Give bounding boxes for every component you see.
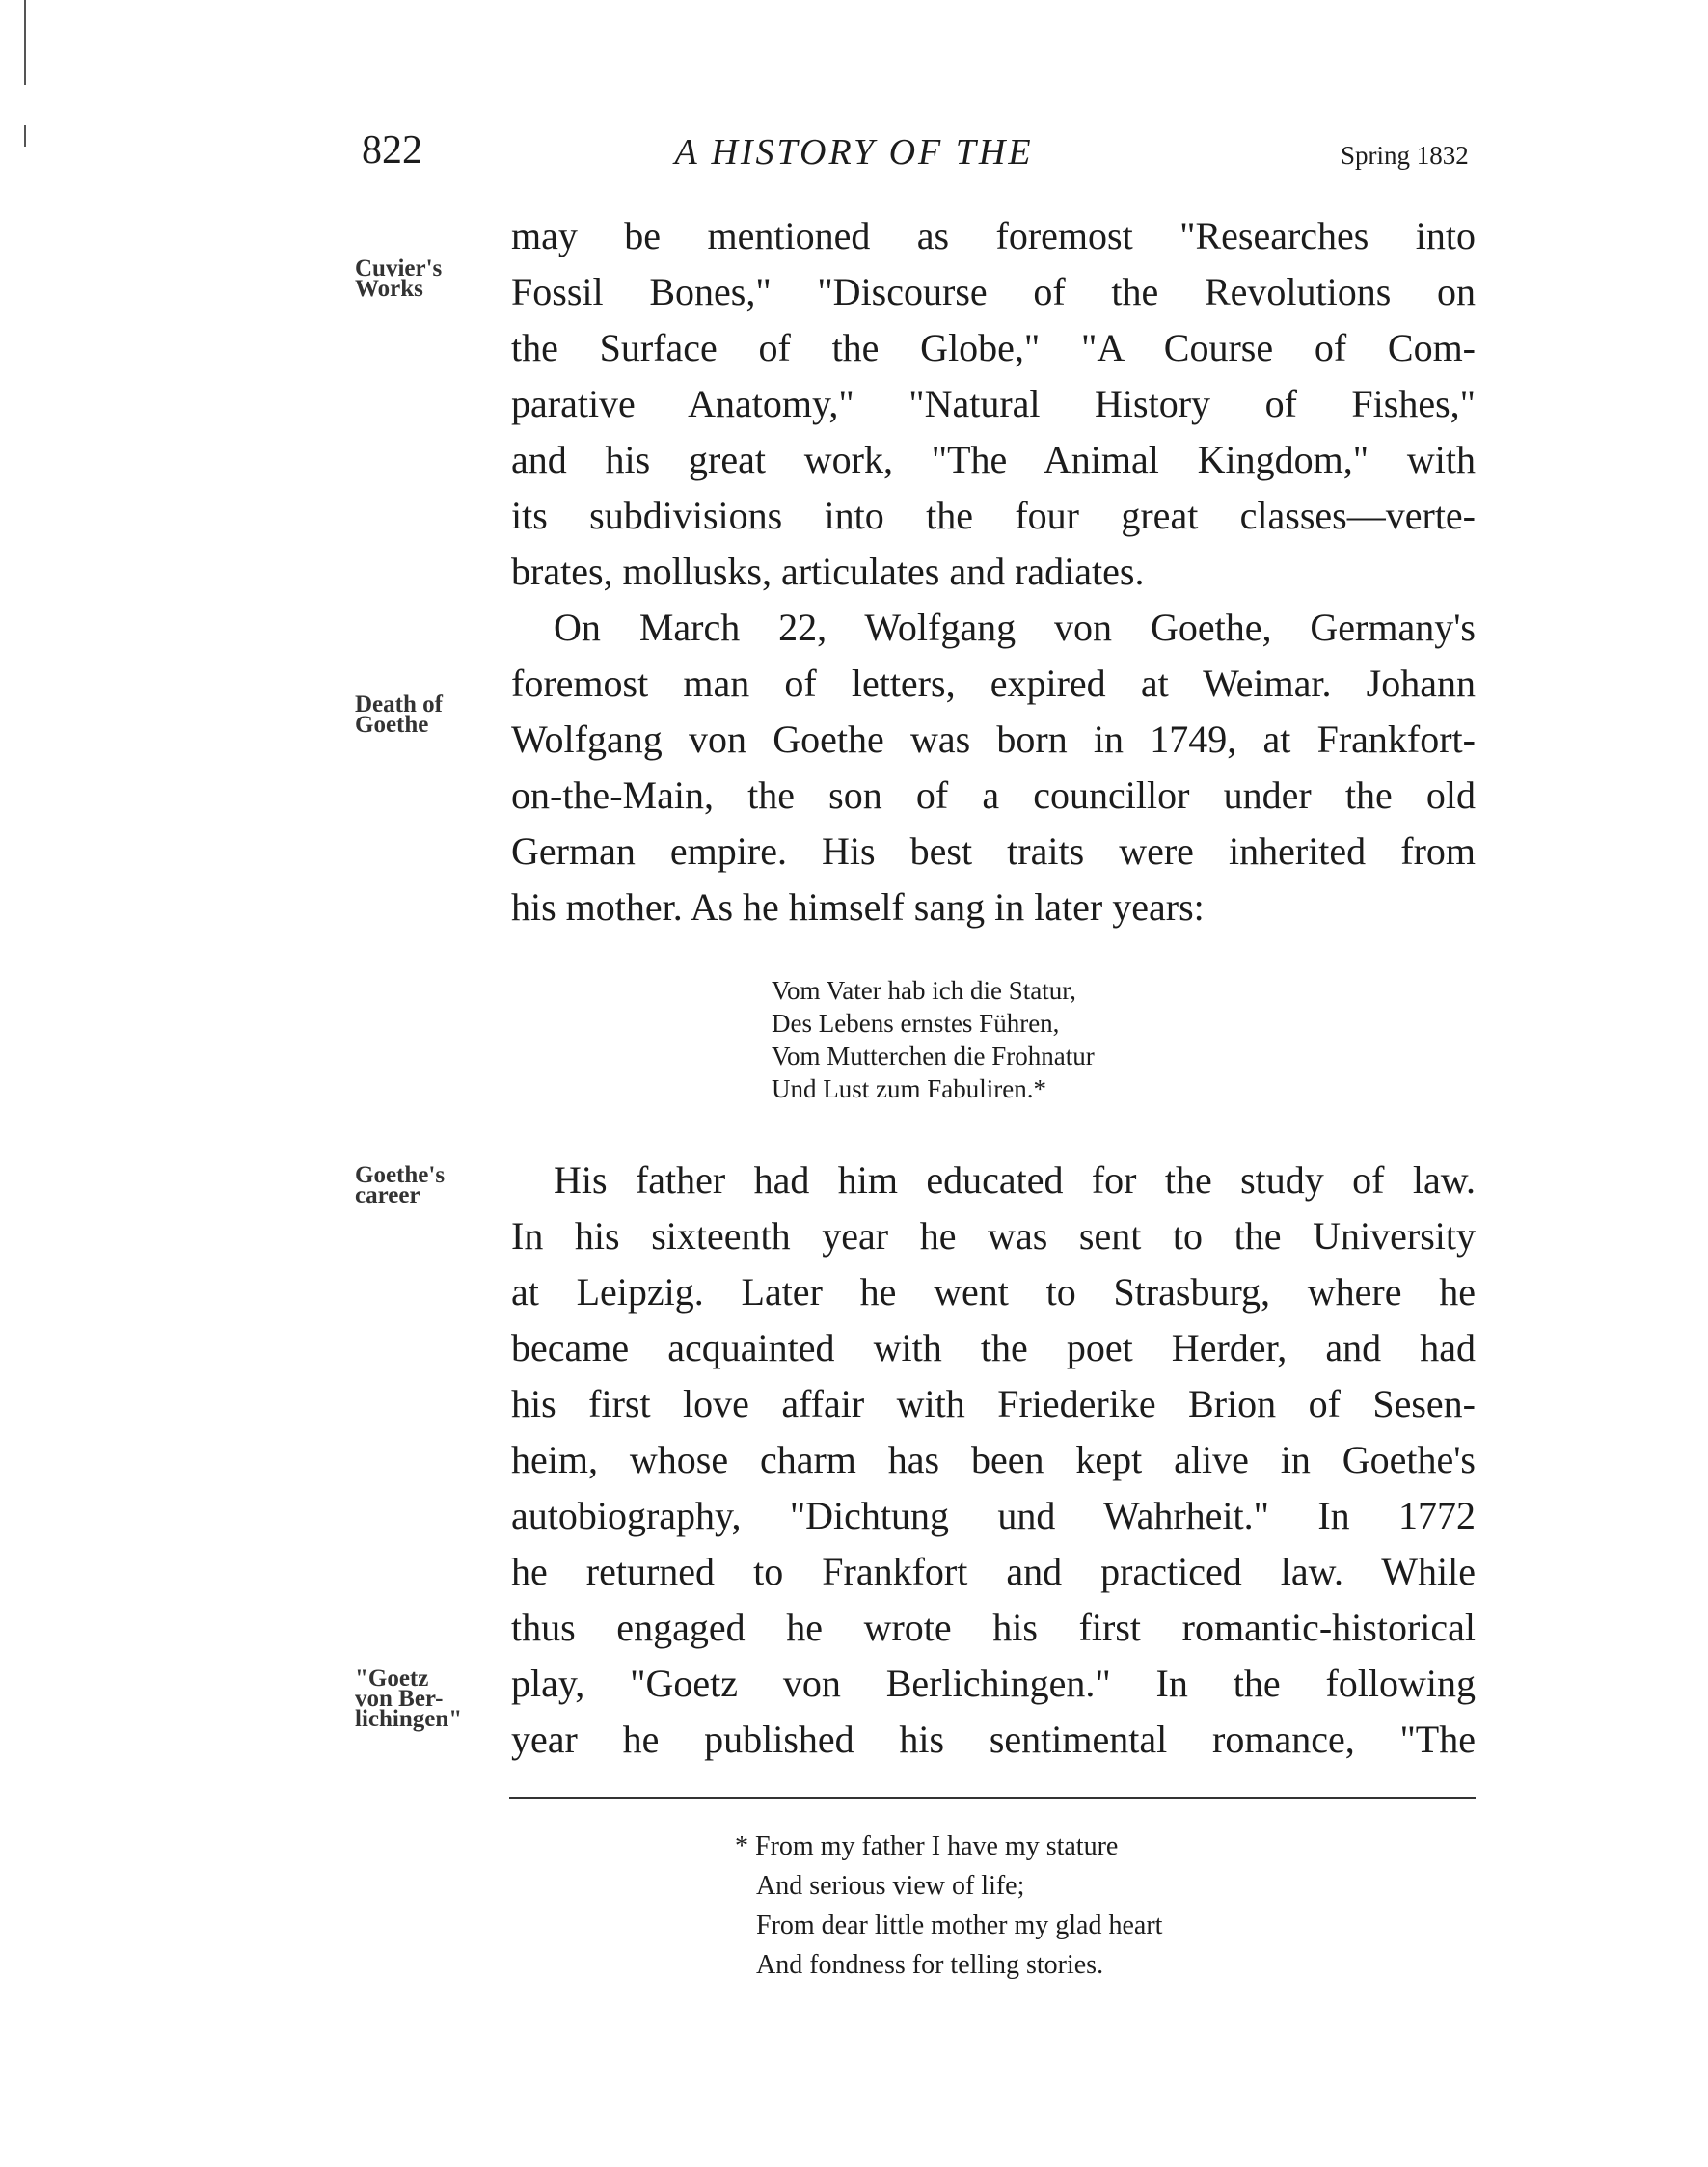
text-line: the Surface of the Globe," "A Course of Com- — [511, 326, 1476, 369]
text-line: year he published his sentimental romance, "The — [511, 1718, 1476, 1761]
text-line: became acquainted with the poet Herder, and had — [511, 1326, 1476, 1369]
sidenote-goetz: "Goetz von Ber- lichingen" — [355, 1666, 463, 1732]
text-line: he returned to Frankfort and practiced law. While — [511, 1550, 1476, 1593]
text-line: Wolfgang von Goethe was born in 1749, at Frankfort- — [511, 718, 1476, 761]
text-line: and his great work, "The Animal Kingdom," with — [511, 438, 1476, 481]
paragraph-cuvier-works — [511, 208, 1476, 600]
text-line: heim, whose charm has been kept alive in Goethe's — [511, 1438, 1476, 1481]
page-number: 822 — [362, 128, 422, 173]
sidenote-goethes-career: Goethe's career — [355, 1162, 446, 1208]
text-line: on-the-Main, the son of a councillor under the old — [511, 773, 1476, 817]
text-line: German empire. His best traits were inherited from — [511, 829, 1476, 873]
text-line: brates, mollusks, articulates and radiates. — [511, 550, 1145, 593]
running-title: A HISTORY OF THE — [674, 132, 1034, 173]
paragraph-death-of-goethe — [511, 600, 1476, 935]
text-line: On March 22, Wolfgang von Goethe, Germany's — [554, 606, 1476, 649]
text-line: His father had him educated for the study of law. — [554, 1158, 1476, 1202]
verse-line: Vom Vater hab ich die Statur, — [772, 976, 1076, 1005]
sidenote-death-of-goethe: Death of Goethe — [355, 691, 443, 738]
text-line: play, "Goetz von Berlichingen." In the following — [511, 1662, 1476, 1705]
footnote-line: And fondness for telling stories. — [756, 1950, 1104, 1980]
footnote-line: * From my father I have my stature — [735, 1831, 1119, 1861]
text-line: Fossil Bones," "Discourse of the Revolutions on — [511, 270, 1476, 313]
text-line: In his sixteenth year he was sent to the University — [511, 1214, 1476, 1258]
text-line: its subdivisions into the four great classes—verte- — [511, 494, 1476, 537]
text-line: autobiography, "Dichtung und Wahrheit." In 1772 — [511, 1494, 1476, 1537]
text-line: may be mentioned as foremost "Researches into — [511, 214, 1476, 257]
verse-line: Vom Mutterchen die Frohnatur — [772, 1042, 1095, 1070]
text-line: foremost man of letters, expired at Weimar. Johann — [511, 662, 1476, 705]
verse-german — [772, 974, 1095, 1105]
text-line: thus engaged he wrote his first romantic-historical — [511, 1606, 1476, 1649]
text-line: at Leipzig. Later he went to Strasburg, where he — [511, 1270, 1476, 1314]
footnote — [735, 1827, 1162, 1985]
verse-line: Und Lust zum Fabuliren.* — [772, 1074, 1046, 1103]
verse-line: Des Lebens ernstes Führen, — [772, 1009, 1060, 1038]
sidenote-cuviers-works: Cuvier's Works — [355, 256, 443, 302]
text-line: parative Anatomy," "Natural History of Fishes," — [511, 382, 1476, 425]
footnote-rule — [509, 1797, 1476, 1799]
text-line: his mother. As he himself sang in later years: — [511, 885, 1205, 929]
footnote-line: From dear little mother my glad heart — [756, 1910, 1163, 1940]
scan-mark — [24, 0, 26, 85]
text-line: his first love affair with Friederike Brion of Sesen- — [511, 1382, 1476, 1425]
footnote-line: And serious view of life; — [756, 1871, 1025, 1901]
paragraph-goethes-career — [511, 1152, 1476, 1768]
season-label: Spring 1832 — [1341, 141, 1469, 170]
